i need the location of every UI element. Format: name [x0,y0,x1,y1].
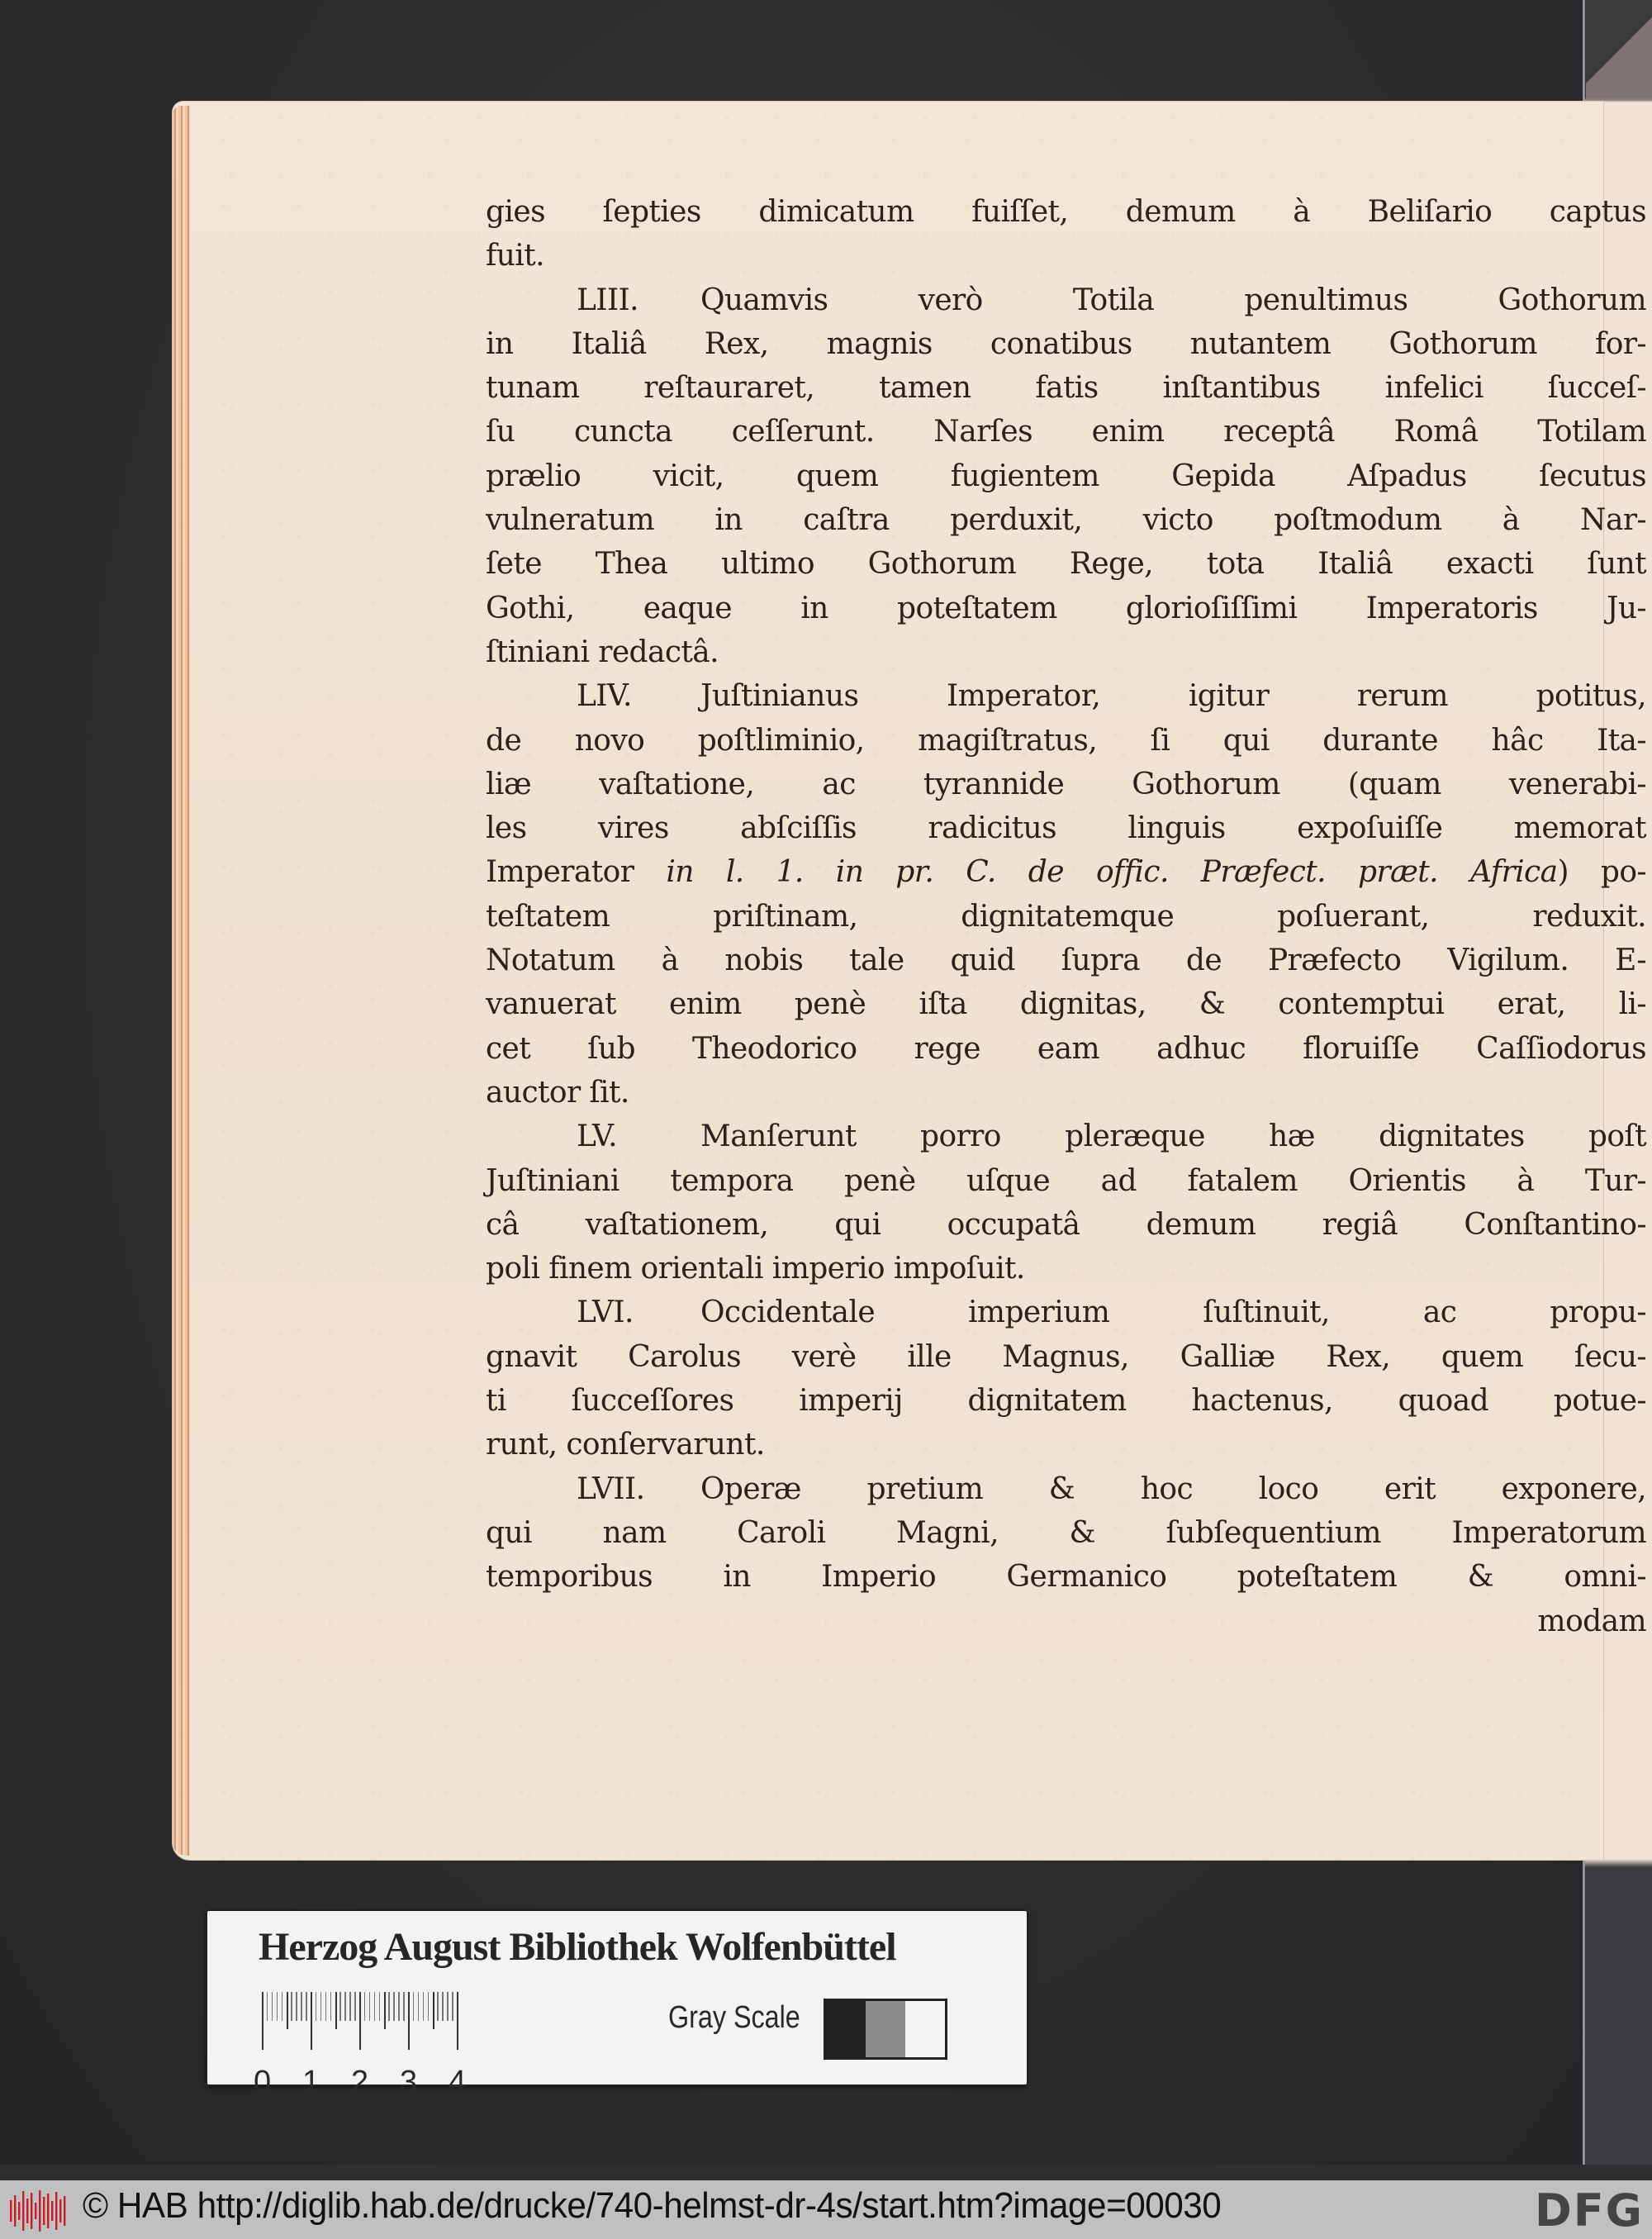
line-text: les vires abſciſſis radicitus linguis expoſuiſſe memorat [486,811,1646,846]
section-start-line [486,1291,1646,1334]
text-line [486,366,1646,410]
ruler-tick [364,1992,366,2021]
ruler-tick [296,1992,297,2021]
catchword [486,1600,1646,1643]
ruler-tick [339,1992,341,2021]
ruler-tick [413,1992,415,2021]
ruler-tick [311,1992,312,2050]
line-text: fuit. [486,239,544,273]
text-line [486,1203,1646,1247]
text-line [486,1071,1646,1115]
line-text: teſtatem priſtinam, dignitatemque poſuerant, reduxit. [486,899,1646,934]
line-text: ) po- [1557,855,1646,890]
catchword-text: modam [1537,1604,1646,1638]
citation-italic: in l. 1. in pr. C. de offic. Præfect. præt. Africa [666,855,1558,890]
text-line [486,1027,1646,1071]
gray-scale-swatches [824,1999,947,2060]
text-line [486,1159,1646,1203]
ruler-label: 3 [400,2065,418,2099]
ruler-tick [287,1992,288,2029]
line-text: liæ vaſtatione, ac tyrannide Gothorum (quam venerabi- [486,767,1646,801]
section-number: LV. [577,1120,617,1154]
ruler-tick [306,1992,307,2021]
ruler-tick [291,1992,292,2021]
ruler-tick [277,1992,278,2021]
text-line [486,982,1646,1026]
line-text: Imperator [486,855,667,890]
text-line [486,939,1646,982]
section-start-line [486,278,1646,322]
footer-bar [0,2180,1652,2239]
line-text: in Italiâ Rex, magnis conatibus nutantem Gothorum for- [486,326,1646,361]
ruler-tick [344,1992,346,2021]
line-text: Occidentale imperium ſuſtinuit, ac propu- [700,1295,1646,1330]
section-start-line [486,1467,1646,1511]
text-line [486,630,1646,674]
line-text: runt, conſervarunt. [486,1428,765,1462]
hab-logo-icon [7,2189,69,2233]
section-start-line [486,674,1646,718]
ruler-tick [330,1992,332,2021]
ruler-tick [267,1992,268,2021]
ruler-tick [325,1992,327,2021]
ruler-tick [354,1992,356,2021]
ruler-tick [442,1992,444,2021]
ruler-tick [408,1992,410,2050]
text-line [486,1335,1646,1379]
line-text: ſete Thea ultimo Gothorum Rege, tota Italiâ exacti ſunt [486,547,1646,582]
ruler-tick [433,1992,434,2029]
text-line [486,410,1646,454]
text-line [486,763,1646,806]
adjacent-leaf-corner [1586,0,1652,101]
line-text: Manſerunt porro pleræque hæ dignitates poſt [700,1120,1646,1154]
ruler-label: 4 [449,2065,467,2099]
page-text [486,190,1646,1643]
line-text: Operæ pretium & hoc loco erit exponere, [700,1471,1646,1506]
line-text: gnavit Carolus verè ille Magnus, Galliæ Rex, quem ſecu- [486,1339,1646,1374]
ruler-label: 2 [351,2065,369,2099]
line-text: qui nam Caroli Magni, & ſubſequentium Imperatorum [486,1515,1646,1550]
text-line [486,1555,1646,1599]
swatch-mid [866,2001,905,2057]
library-name: Herzog August Bibliothek Wolfenbüttel [259,1925,896,1969]
line-text: Juſtiniani tempora penè uſque ad fatalem Orientis à Tur- [486,1163,1646,1198]
color-card [206,1909,1028,2099]
text-line [486,806,1646,850]
line-text: prælio vicit, quem fugientem Gepida Aſpadus ſecutus [486,459,1646,493]
line-text: Notatum à nobis tale quid ſupra de Præfecto Vigilum. E- [486,944,1646,978]
ruler-tick [398,1992,400,2021]
ruler-tick [272,1992,273,2021]
ruler-tick [447,1992,449,2021]
line-text: cet ſub Theodorico rege eam adhuc floruiſſe Caſſiodorus [486,1031,1646,1066]
ruler-tick [423,1992,425,2021]
text-line [486,234,1646,278]
ruler-tick [418,1992,420,2021]
ruler-tick [369,1992,371,2021]
text-line [486,1511,1646,1555]
section-start-line [486,1115,1646,1158]
ruler-tick [403,1992,405,2021]
line-text: auctor ſit. [486,1075,629,1110]
line-text: de novo poſtliminio, magiſtratus, ſi qui durante hâc Ita- [486,723,1646,758]
text-line [486,454,1646,498]
ruler-tick [379,1992,381,2021]
text-line [486,587,1646,630]
ruler-tick [428,1992,430,2021]
ruler-tick [320,1992,322,2021]
section-number: LVII. [577,1471,645,1506]
page-edge-stack [172,106,190,1856]
line-text: gies ſepties dimicatum fuiſſet, demum à Beliſario captus [486,195,1646,229]
line-text: câ vaſtationem, qui occupatâ demum regiâ Conſtantino- [486,1207,1646,1242]
line-text: tunam reſtauraret, tamen fatis inſtantibus infelici ſucceſ- [486,371,1646,406]
line-text: Gothi, eaque in poteſtatem glorioſiſſimi Imperatoris Ju- [486,591,1646,625]
text-line [486,850,1646,894]
text-line [486,542,1646,586]
ruler-label: 0 [254,2065,272,2099]
book-page [172,101,1646,1861]
ruler-tick [393,1992,395,2021]
dfg-logo: DFG [1534,2184,1644,2237]
section-number: LVI. [577,1295,634,1330]
ruler-tick [359,1992,361,2050]
text-line [486,322,1646,366]
ruler-tick [301,1992,302,2021]
gray-scale-label: Gray Scale [668,2000,800,2035]
line-text: vanuerat enim penè iſta dignitas, & contemptui erat, li- [486,987,1646,1022]
ruler-tick [335,1992,337,2029]
text-line [486,190,1646,234]
ruler-label: 1 [302,2065,320,2099]
line-text: ſu cuncta ceſſerunt. Narſes enim receptâ Româ Totilam [486,415,1646,449]
text-line [486,719,1646,763]
ruler-scale [262,1992,457,2050]
ruler-tick [262,1992,263,2050]
text-line [486,1423,1646,1467]
line-text: Quamvis verò Totila penultimus Gothorum [700,283,1646,317]
section-number: LIII. [577,283,639,317]
line-text: poli finem orientali imperio impoſuit. [486,1252,1025,1286]
ruler-tick [452,1992,453,2021]
section-number: LIV. [577,679,632,714]
ruler-tick [374,1992,376,2021]
line-text: Juſtinianus Imperator, igitur rerum potitus, [700,679,1646,714]
ruler-tick [316,1992,317,2021]
line-text: ſtiniani redactâ. [486,635,719,669]
line-text: vulneratum in caſtra perduxit, victo poſtmodum à Nar- [486,503,1646,538]
text-line [486,498,1646,542]
line-text: ti ſucceſſores imperij dignitatem hactenus, quoad potue- [486,1384,1646,1419]
swatch-light [905,2001,945,2057]
line-text: temporibus in Imperio Germanico poteſtatem & omni- [486,1560,1646,1595]
ruler-tick [282,1992,283,2021]
text-line [486,1247,1646,1291]
ruler-tick [349,1992,351,2021]
ruler-tick [457,1992,458,2050]
text-line [486,1379,1646,1423]
ruler-tick [437,1992,439,2021]
ruler-tick [388,1992,390,2021]
swatch-dark [826,2001,866,2057]
copyright-link[interactable]: © HAB http://diglib.hab.de/drucke/740-helmst-dr-4s/start.htm?image=00030 [83,2185,1222,2226]
ruler-tick [384,1992,386,2029]
text-line [486,895,1646,939]
